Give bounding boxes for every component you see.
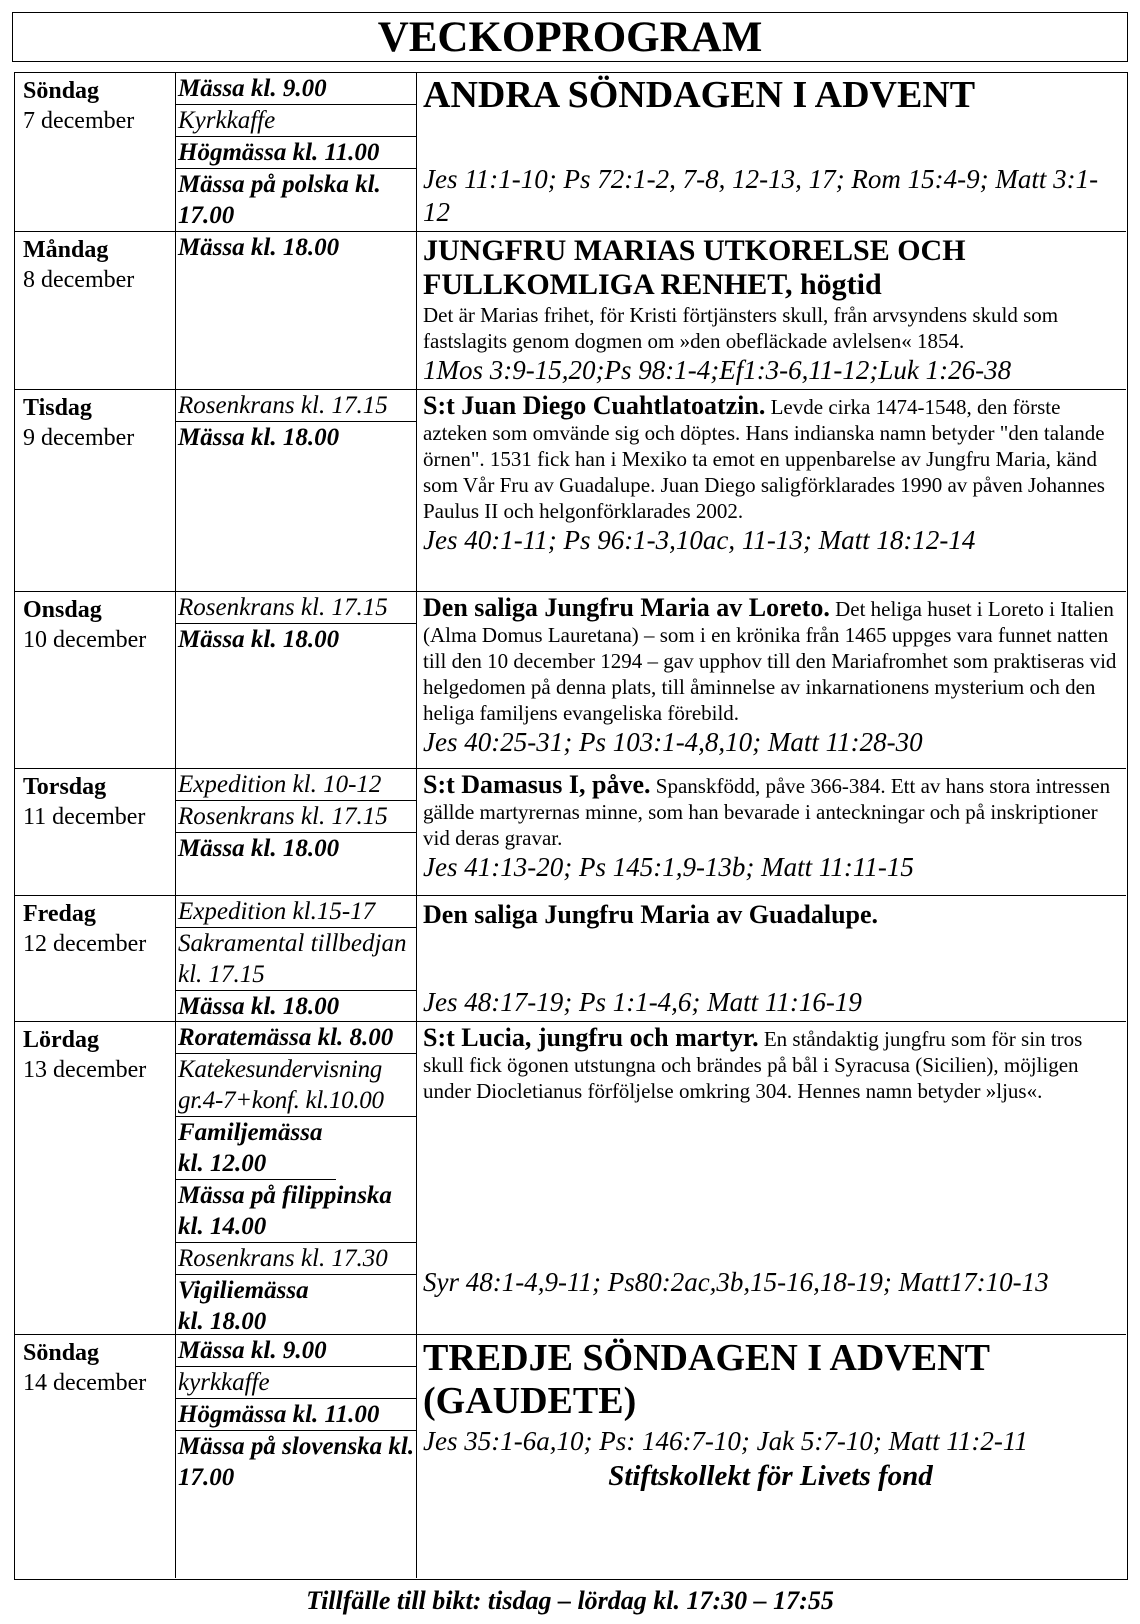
services-cell <box>176 1335 417 1578</box>
collection-note: Stiftskollekt för Livets fond <box>608 1460 933 1492</box>
service-slot: Mässa på polska kl. 17.00 <box>178 171 381 229</box>
service-slot: Kyrkkaffe <box>176 105 416 137</box>
service-slot: Expedition kl.15-17 <box>176 896 416 928</box>
day-heading: Den saliga Jungfru Maria av Guadalupe. <box>423 900 879 929</box>
day-cell <box>15 232 176 389</box>
service-slot: Rosenkrans kl. 17.30 <box>176 1243 416 1275</box>
service-slot: Rosenkrans kl. 17.15 <box>176 592 416 624</box>
service-slot: Mässa kl. 18.00 <box>178 234 340 261</box>
day-heading: Den saliga Jungfru Maria av Loreto. <box>423 593 830 622</box>
day-row <box>15 390 1126 592</box>
day-cell <box>15 390 176 591</box>
service-slot: Roratemässa kl. 8.00 <box>176 1022 416 1054</box>
content-cell <box>417 896 1126 1021</box>
service-slot: Mässa kl. 18.00 <box>178 626 340 653</box>
content-cell <box>417 1022 1126 1334</box>
service-slot: Katekesundervisning gr.4-7+konf. kl.10.00 <box>176 1054 416 1117</box>
content-cell <box>417 390 1126 591</box>
day-row <box>15 232 1126 390</box>
service-slot: Rosenkrans kl. 17.15 <box>176 390 416 422</box>
day-row <box>15 769 1126 896</box>
services-cell <box>176 73 417 231</box>
readings: Jes 40:1-11; Ps 96:1-3,10ac, 11-13; Matt 18:12-14 <box>423 525 976 555</box>
day-cell <box>15 1335 176 1578</box>
readings: Jes 11:1-10; Ps 72:1-2, 7-8, 12-13, 17; Rom 15:4-9; Matt 3:1-12 <box>423 164 1099 227</box>
page-title: VECKOPROGRAM <box>12 12 1128 62</box>
service-slot: Högmässa kl. 11.00 <box>176 1399 416 1431</box>
service-slot: Mässa kl. 18.00 <box>178 424 340 451</box>
day-date: 14 december <box>23 1370 147 1396</box>
content-cell <box>417 592 1126 768</box>
service-slot: Vigiliemässa kl. 18.00 <box>178 1277 309 1335</box>
day-heading: S:t Juan Diego Cuahtlatoatzin. <box>423 391 766 420</box>
day-heading: S:t Damasus I, påve. <box>423 770 651 799</box>
readings: 1Mos 3:9-15,20;Ps 98:1-4;Ef1:3-6,11-12;Luk 1:26-38 <box>423 355 1012 385</box>
content-cell <box>417 73 1126 231</box>
services-cell <box>176 769 417 895</box>
day-name: Onsdag <box>23 597 102 623</box>
service-slot: Mässa kl. 18.00 <box>178 993 340 1020</box>
day-heading: TREDJE SÖNDAGEN I ADVENT (GAUDETE) <box>423 1337 990 1422</box>
day-date: 13 december <box>23 1057 147 1083</box>
day-heading: JUNGFRU MARIAS UTKORELSE OCH FULLKOMLIGA RENHET, högtid <box>423 234 966 301</box>
services-cell <box>176 390 417 591</box>
schedule-table <box>14 72 1128 1580</box>
day-date: 12 december <box>23 931 147 957</box>
services-cell <box>176 1022 417 1334</box>
services-cell <box>176 232 417 389</box>
day-date: 9 december <box>23 425 135 451</box>
day-cell <box>15 592 176 768</box>
day-name: Söndag <box>23 1340 100 1366</box>
service-slot: Rosenkrans kl. 17.15 <box>176 801 416 833</box>
day-name: Måndag <box>23 237 109 263</box>
confession-note: Tillfälle till bikt: tisdag – lördag kl. 17:30 – 17:55 <box>306 1586 834 1615</box>
content-cell <box>417 769 1126 895</box>
service-slot: Mässa kl. 9.00 <box>176 1335 416 1367</box>
day-name: Torsdag <box>23 774 107 800</box>
service-slot: Familjemässa kl. 12.00 <box>176 1117 336 1180</box>
readings: Syr 48:1-4,9-11; Ps80:2ac,3b,15-16,18-19; Matt17:10-13 <box>423 1267 1049 1297</box>
service-slot: Högmässa kl. 11.00 <box>176 137 416 169</box>
day-row <box>15 73 1126 232</box>
day-name: Lördag <box>23 1027 100 1053</box>
readings: Jes 48:17-19; Ps 1:1-4,6; Matt 11:16-19 <box>423 987 862 1017</box>
service-slot: Mässa kl. 18.00 <box>178 835 340 862</box>
day-heading: S:t Lucia, jungfru och martyr. <box>423 1023 759 1052</box>
day-description: Det heliga huset i Loreto i Italien (Alma Domus Lauretana) – som i en krönika från 1465 uppges vara funnet natten till den 10 december 1294 – gav upphov till den Mariafromhet som praktiseras vid helgedomen på denna plats, till åminnelse av inkarnationens mysterium och den heliga familjens evangeliska förebild. <box>423 597 1117 725</box>
day-date: 8 december <box>23 267 135 293</box>
service-slot: Mässa kl. 9.00 <box>176 73 416 105</box>
content-cell <box>417 1335 1126 1578</box>
day-row <box>15 896 1126 1022</box>
day-row <box>15 592 1126 769</box>
day-description: Spanskfödd, påve 366-384. Ett av hans stora intressen gällde martyrernas minne, som han bevarade i anteckningar och på inskriptioner vid deras gravar. <box>423 774 1111 850</box>
service-slot: Sakramental tillbedjan kl. 17.15 <box>176 928 416 991</box>
services-cell <box>176 896 417 1021</box>
day-name: Fredag <box>23 901 96 927</box>
readings: Jes 41:13-20; Ps 145:1,9-13b; Matt 11:11-15 <box>423 852 914 882</box>
day-cell <box>15 1022 176 1334</box>
services-cell <box>176 592 417 768</box>
day-description: En ståndaktig jungfru som för sin tros skull fick ögonen utstungna och brändes på bål i Syracusa (Sicilien), möjligen under Diocletianus förföljelse omkring 304. Hennes namn betyder »ljus«. <box>423 1027 1083 1103</box>
day-description: Levde cirka 1474-1548, den förste azteken som omvände sig och döptes. Hans indianska namn betyder "den talande örnen". 1531 fick han i Mexiko ta emot en uppenbarelse av Jungfru Maria, känd som Vår Fru av Guadalupe. Juan Diego saligförklarades 1990 av påven Johannes Paulus II och helgonförklarades 2002. <box>423 395 1105 523</box>
day-date: 11 december <box>23 804 146 830</box>
day-cell <box>15 769 176 895</box>
day-cell <box>15 896 176 1021</box>
service-slot: Expedition kl. 10-12 <box>176 769 416 801</box>
day-name: Söndag <box>23 78 100 104</box>
service-slot: kyrkkaffe <box>176 1367 416 1399</box>
day-heading: ANDRA SÖNDAGEN I ADVENT <box>423 74 976 116</box>
day-description: Det är Marias frihet, för Kristi förtjänsters skull, från arvsyndens skuld som fastslagits genom dogmen om »den obefläckade avlelsen« 1854. <box>423 303 1059 353</box>
day-date: 10 december <box>23 627 147 653</box>
readings: Jes 40:25-31; Ps 103:1-4,8,10; Matt 11:28-30 <box>423 727 923 757</box>
service-slot: Mässa på slovenska kl. 17.00 <box>178 1433 415 1491</box>
day-row <box>15 1335 1126 1578</box>
day-cell <box>15 73 176 231</box>
service-slot: Mässa på filippinska kl. 14.00 <box>176 1180 416 1243</box>
day-name: Tisdag <box>23 395 92 421</box>
day-date: 7 december <box>23 108 135 134</box>
day-row <box>15 1022 1126 1335</box>
readings: Jes 35:1-6a,10; Ps: 146:7-10; Jak 5:7-10; Matt 11:2-11 <box>423 1426 1028 1456</box>
content-cell <box>417 232 1126 389</box>
